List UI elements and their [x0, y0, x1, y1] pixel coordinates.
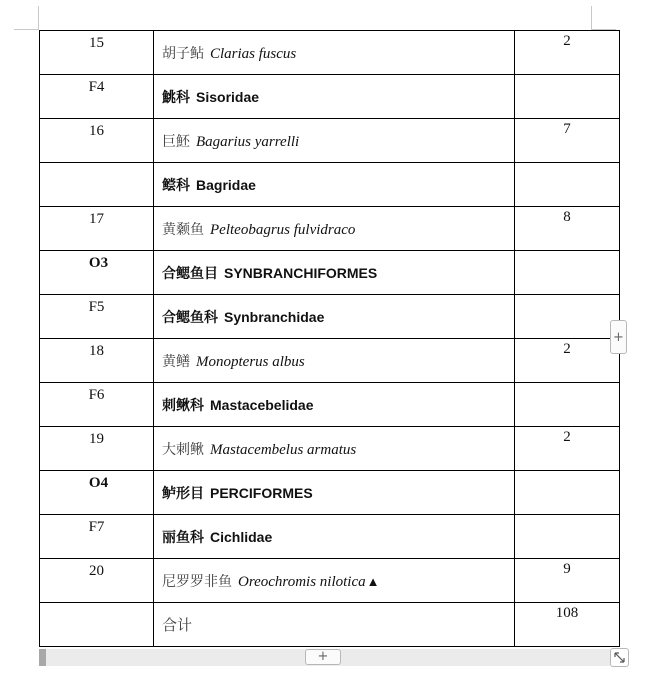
count-value: 2 [563, 33, 571, 49]
chinese-name: 合鳃鱼科 [162, 309, 218, 326]
scientific-name: Oreochromis nilotica [238, 573, 366, 590]
name-cell[interactable] [154, 471, 515, 515]
count-cell[interactable] [515, 163, 620, 207]
total-count: 108 [555, 605, 579, 621]
chinese-name: 刺鳅科 [162, 397, 204, 414]
number-cell[interactable] [40, 295, 154, 339]
number-cell[interactable] [40, 515, 154, 559]
table-row [40, 383, 620, 427]
row-number: F7 [88, 519, 105, 535]
name-cell[interactable] [154, 515, 515, 559]
count-value [515, 471, 619, 473]
count-value: 8 [563, 209, 571, 225]
chinese-name: 胡子鲇 [162, 45, 204, 62]
table-row [40, 471, 620, 515]
scientific-name: Clarias fuscus [210, 45, 297, 62]
count-value [515, 295, 619, 297]
number-cell[interactable] [40, 339, 154, 383]
count-value: 2 [563, 429, 571, 445]
name-cell[interactable] [154, 75, 515, 119]
number-cell[interactable] [40, 383, 154, 427]
chinese-name: 合鳃鱼目 [162, 265, 218, 282]
table-row [40, 31, 620, 75]
chinese-name: 尼罗罗非鱼 [162, 573, 232, 590]
count-value: 2 [563, 341, 571, 357]
page-corner-mark-right [591, 6, 592, 30]
count-cell[interactable] [515, 75, 620, 119]
latin-name: Bagridae [196, 176, 256, 193]
page-corner-mark-left-h [14, 29, 39, 30]
number-cell[interactable] [40, 251, 154, 295]
chinese-name: 大刺鳅 [162, 441, 204, 458]
row-number: O4 [88, 475, 109, 491]
total-count-cell[interactable] [515, 603, 620, 647]
chinese-name: 鲿科 [162, 177, 190, 194]
count-value [515, 251, 619, 253]
chinese-name: 鲈形目 [162, 485, 204, 502]
name-cell[interactable] [154, 295, 515, 339]
latin-name: PERCIFORMES [210, 484, 313, 501]
row-number: 17 [89, 211, 104, 227]
number-cell[interactable] [40, 559, 154, 603]
count-cell[interactable] [515, 383, 620, 427]
resize-arrows-icon [611, 649, 628, 666]
row-number: 18 [89, 343, 104, 359]
chinese-name: 黄鳝 [162, 353, 190, 370]
count-cell[interactable] [515, 559, 620, 603]
total-label-cell[interactable] [154, 603, 515, 647]
row-number: F5 [88, 299, 105, 315]
chinese-name: 丽鱼科 [162, 529, 204, 546]
count-cell[interactable] [515, 251, 620, 295]
number-cell[interactable] [40, 603, 154, 647]
name-cell[interactable] [154, 559, 515, 603]
add-column-button[interactable]: + [610, 320, 627, 354]
latin-name: SYNBRANCHIFORMES [224, 264, 378, 281]
count-value [515, 75, 619, 77]
name-cell[interactable] [154, 119, 515, 163]
name-cell[interactable] [154, 31, 515, 75]
row-number [40, 163, 153, 167]
row-number: O3 [88, 255, 109, 271]
scientific-name: Monopterus albus [196, 353, 305, 370]
count-value: 9 [563, 561, 571, 577]
count-cell[interactable] [515, 515, 620, 559]
table-row [40, 427, 620, 471]
number-cell[interactable] [40, 427, 154, 471]
name-cell[interactable] [154, 251, 515, 295]
table-row [40, 559, 620, 603]
total-label: 合计 [162, 616, 193, 634]
name-cell[interactable] [154, 383, 515, 427]
chinese-name: 巨魾 [162, 133, 190, 150]
table-row [40, 207, 620, 251]
page-corner-mark-left [38, 6, 39, 30]
name-cell[interactable] [154, 207, 515, 251]
count-value [515, 383, 619, 385]
table-row [40, 75, 620, 119]
table-resize-handle[interactable] [610, 648, 629, 667]
table-row [40, 163, 620, 207]
row-bar-handle[interactable] [39, 649, 46, 666]
number-cell[interactable] [40, 75, 154, 119]
number-cell[interactable] [40, 119, 154, 163]
scientific-name: Pelteobagrus fulvidraco [210, 221, 356, 238]
count-cell[interactable] [515, 339, 620, 383]
add-row-button[interactable]: + [305, 649, 341, 665]
total-row [40, 603, 620, 647]
count-cell[interactable] [515, 119, 620, 163]
count-cell[interactable] [515, 295, 620, 339]
chinese-name: 黄颡鱼 [162, 221, 204, 238]
count-cell[interactable] [515, 471, 620, 515]
name-cell[interactable] [154, 163, 515, 207]
row-number: F6 [88, 387, 105, 403]
triangle-mark-icon: ▲ [366, 573, 380, 589]
row-number: 15 [89, 35, 104, 51]
name-cell[interactable] [154, 427, 515, 471]
number-cell[interactable] [40, 31, 154, 75]
scientific-name: Bagarius yarrelli [196, 133, 300, 150]
count-cell[interactable] [515, 427, 620, 471]
count-value [515, 515, 619, 517]
row-number: F4 [88, 79, 105, 95]
table-row [40, 515, 620, 559]
row-number: 19 [89, 431, 104, 447]
number-cell[interactable] [40, 471, 154, 515]
name-cell[interactable] [154, 339, 515, 383]
latin-name: Sisoridae [196, 88, 260, 105]
latin-name: Cichlidae [210, 528, 273, 545]
number-cell[interactable] [40, 207, 154, 251]
chinese-name: 鮡科 [162, 89, 190, 106]
count-value: 7 [563, 121, 571, 137]
row-number: 16 [89, 123, 104, 139]
count-cell[interactable] [515, 31, 620, 75]
count-value [515, 163, 619, 165]
count-cell[interactable] [515, 207, 620, 251]
table-row [40, 339, 620, 383]
scientific-name: Mastacembelus armatus [210, 441, 357, 458]
table-row [40, 295, 620, 339]
table-row [40, 251, 620, 295]
number-cell[interactable] [40, 163, 154, 207]
row-number: 20 [89, 563, 104, 579]
latin-name: Mastacebelidae [210, 396, 314, 413]
table-row [40, 119, 620, 163]
species-table [39, 30, 620, 647]
latin-name: Synbranchidae [224, 308, 325, 325]
